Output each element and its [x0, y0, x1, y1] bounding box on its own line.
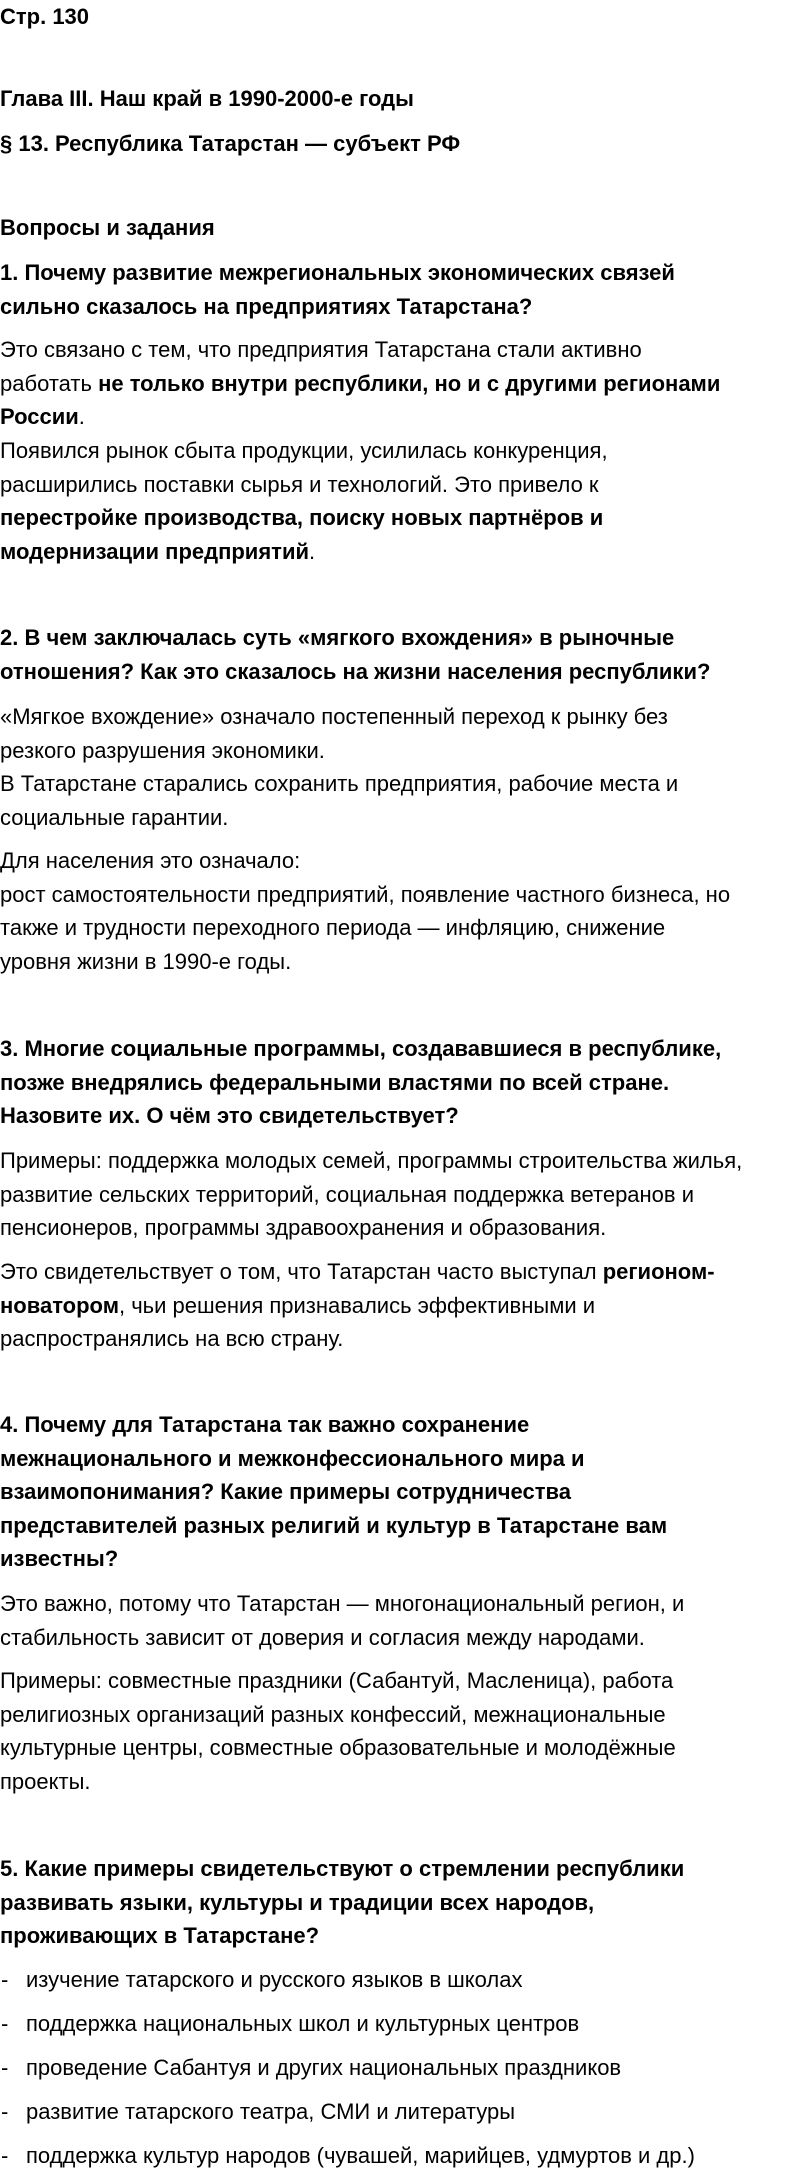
answer-line: Появился рынок сбыта продукции, усилилась конкуренция, — [0, 438, 608, 463]
list-item-text: развитие татарского театра, СМИ и литературы — [26, 2099, 516, 2124]
answer-line: уровня жизни в 1990-е годы. — [0, 948, 292, 974]
bullet-dash: - — [1, 2143, 9, 2168]
page-number: Стр. 130 — [0, 4, 90, 29]
question-2 — [0, 621, 800, 688]
answer-line: Это связано с тем, что предприятия Татарстана стали активно — [0, 337, 642, 362]
list-item — [0, 1963, 800, 2007]
answer-emphasis: не только внутри республики, но и с другими регионами — [98, 370, 721, 396]
answer-line: также и трудности переходного периода — инфляцию, снижение — [0, 915, 666, 940]
question-line: развивать языки, культуры и традиции всех народов, — [0, 1889, 595, 1915]
list-item — [0, 2007, 800, 2051]
answer-line — [0, 1289, 800, 1323]
answer-line: Примеры: совместные праздники (Сабантуй, Масленица), работа — [0, 1668, 674, 1693]
bullet-dash: - — [1, 2011, 9, 2036]
answer-4-paragraph-1 — [0, 1587, 800, 1654]
question-line: 3. Многие социальные программы, создававшиеся в республике, — [0, 1036, 722, 1061]
question-line: позже внедрялись федеральными властями по всей стране. — [0, 1069, 670, 1095]
question-line: 5. Какие примеры свидетельствуют о стремлении республики — [0, 1856, 685, 1881]
answer-emphasis: регионом- — [602, 1259, 715, 1284]
answer-line: расширились поставки сырья и технологий. Это привело к — [0, 471, 599, 497]
answer-text: работать — [0, 370, 99, 396]
bullet-dash: - — [1, 1967, 9, 1992]
section-title: § 13. Республика Татарстан — субъект РФ — [0, 131, 461, 156]
list-item — [0, 2051, 800, 2095]
answer-line — [0, 535, 800, 569]
question-4 — [0, 1408, 800, 1576]
answer-line: Для населения это означало: — [0, 848, 301, 873]
list-item-text: проведение Сабантуя и других национальных праздников — [26, 2055, 622, 2080]
answer-4-paragraph-2 — [0, 1664, 800, 1798]
answer-text: Это свидетельствует о том, что Татарстан часто выступал — [0, 1259, 603, 1284]
answer-line: В Татарстане старались сохранить предприятия, рабочие места и — [0, 771, 679, 796]
answer-5-list — [0, 1963, 800, 2183]
answer-text: . — [309, 538, 316, 564]
tasks-title: Вопросы и задания — [0, 215, 215, 240]
answer-line: Примеры: поддержка молодых семей, программы строительства жилья, — [0, 1148, 743, 1173]
answer-line: распространялись на всю страну. — [0, 1326, 344, 1351]
answer-text: , чьи решения признавались эффективными и — [118, 1292, 596, 1318]
bullet-dash: - — [1, 2055, 9, 2080]
answer-3-paragraph-1 — [0, 1144, 800, 1245]
answer-emphasis: новатором — [0, 1292, 119, 1318]
answer-line — [0, 1255, 800, 1289]
answer-line: культурные центры, совместные образовательные и молодёжные — [0, 1735, 676, 1760]
answer-line — [0, 367, 800, 401]
answer-3-paragraph-2 — [0, 1255, 800, 1356]
answer-1-paragraph-2 — [0, 434, 800, 568]
answer-line: Это важно, потому что Татарстан — многонациональный регион, и — [0, 1591, 685, 1616]
question-5 — [0, 1852, 800, 1953]
list-item-text: изучение татарского и русского языков в школах — [26, 1967, 523, 1992]
answer-emphasis: России — [0, 404, 79, 429]
answer-line: перестройке производства, поиску новых партнёров и — [0, 505, 604, 530]
question-line: сильно сказалось на предприятиях Татарстана? — [0, 293, 533, 319]
answer-line: пенсионеров, программы здравоохранения и образования. — [0, 1215, 607, 1240]
question-line: 2. В чем заключалась суть «мягкого вхождения» в рыночные — [0, 625, 675, 650]
question-line: проживающих в Татарстане? — [0, 1923, 320, 1948]
answer-2-paragraph-1 — [0, 700, 800, 834]
answer-line: «Мягкое вхождение» означало постепенный переход к рынку без — [0, 704, 668, 729]
question-line: отношения? Как это сказалось на жизни населения республики? — [0, 658, 711, 684]
answer-line: религиозных организаций разных конфессий, межнациональные — [0, 1701, 666, 1727]
question-line: известны? — [0, 1546, 119, 1571]
question-line: взаимопонимания? Какие примеры сотрудничества — [0, 1479, 571, 1504]
answer-line — [0, 400, 800, 434]
question-line: 1. Почему развитие межрегиональных экономических связей — [0, 260, 675, 285]
bullet-dash: - — [1, 2099, 9, 2124]
answer-emphasis: модернизации предприятий — [0, 538, 309, 564]
answer-line: проекты. — [0, 1768, 91, 1794]
question-line: Назовите их. О чём это свидетельствует? — [0, 1103, 459, 1128]
question-line: представителей разных религий и культур в Татарстане вам — [0, 1512, 668, 1538]
list-item-text: поддержка культур народов (чувашей, марийцев, удмуртов и др.) — [26, 2143, 695, 2168]
list-item — [0, 2095, 800, 2139]
question-line: 4. Почему для Татарстана так важно сохранение — [0, 1412, 530, 1437]
answer-text: . — [78, 404, 85, 429]
answer-line: рост самостоятельности предприятий, появление частного бизнеса, но — [0, 881, 731, 907]
chapter-title: Глава III. Наш край в 1990-2000-е годы — [0, 86, 414, 111]
answer-2-paragraph-2 — [0, 844, 800, 978]
question-1 — [0, 256, 800, 323]
answer-1-paragraph-1 — [0, 333, 800, 434]
answer-line: социальные гарантии. — [0, 804, 229, 830]
answer-line: развитие сельских территорий, социальная поддержка ветеранов и — [0, 1181, 695, 1207]
answer-line: стабильность зависит от доверия и согласия между народами. — [0, 1624, 645, 1650]
question-line: межнационального и межконфессионального мира и — [0, 1445, 585, 1471]
question-3 — [0, 1032, 800, 1133]
answer-line: резкого разрушения экономики. — [0, 737, 325, 763]
list-item — [0, 2139, 800, 2183]
list-item-text: поддержка национальных школ и культурных центров — [26, 2011, 580, 2036]
